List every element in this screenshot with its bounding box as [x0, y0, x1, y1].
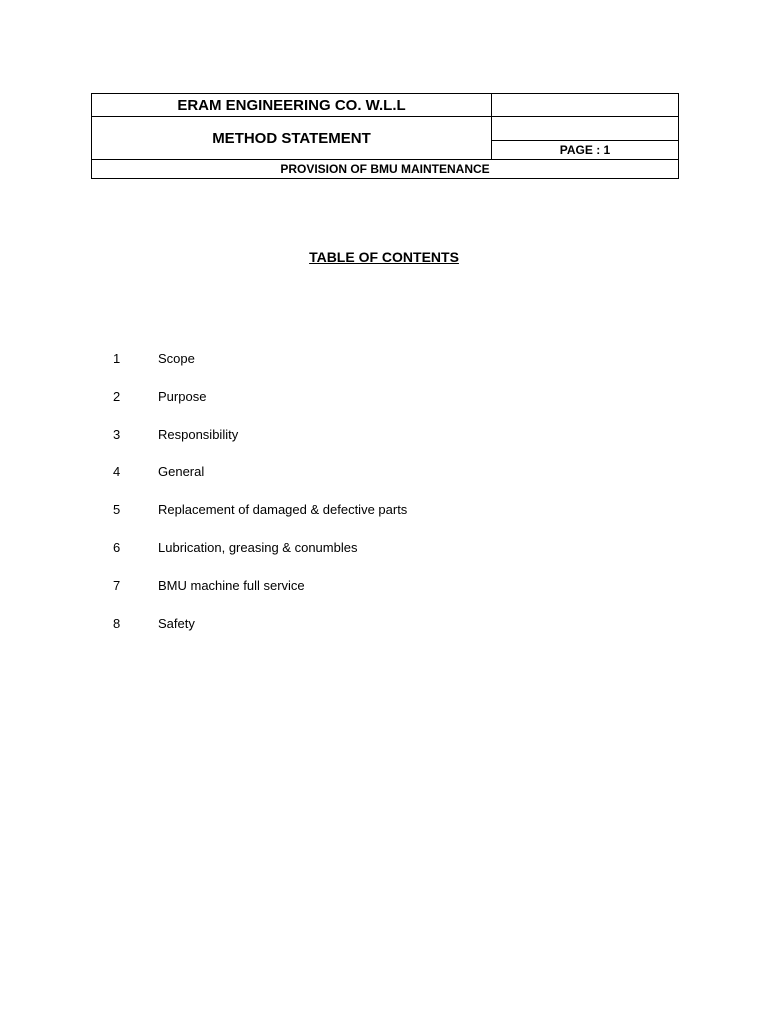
project-title: PROVISION OF BMU MAINTENANCE	[92, 159, 679, 178]
toc-title: TABLE OF CONTENTS	[309, 249, 459, 265]
toc-item	[0, 500, 768, 538]
toc-item-text: Purpose	[158, 388, 207, 404]
toc-item-number: 1	[113, 351, 121, 366]
toc-item	[0, 576, 768, 614]
toc-list	[0, 349, 768, 651]
page-number: PAGE : 1	[492, 140, 679, 159]
toc-item	[0, 349, 768, 387]
toc-item-number: 7	[113, 577, 121, 593]
toc-item	[0, 462, 768, 500]
toc-item-text: Lubrication, greasing & conumbles	[158, 539, 358, 555]
toc-item-text: Safety	[158, 615, 195, 631]
toc-item-text: General	[158, 464, 205, 480]
toc-item-number: 6	[113, 539, 121, 555]
toc-item	[0, 387, 768, 425]
toc-item-number: 8	[113, 615, 121, 631]
toc-item-text: BMU machine full service	[158, 577, 305, 593]
header-blank-cell	[492, 94, 679, 117]
document-type: METHOD STATEMENT	[92, 117, 492, 159]
header-blank-cell	[492, 117, 679, 140]
toc-item-number: 2	[113, 388, 121, 404]
company-name: ERAM ENGINEERING CO. W.L.L	[92, 94, 492, 117]
toc-item-text: Replacement of damaged & defective parts	[158, 502, 408, 518]
toc-item	[0, 425, 768, 463]
toc-item-text: Scope	[158, 351, 195, 366]
toc-item-number: 5	[113, 502, 121, 518]
toc-item-number: 4	[113, 464, 121, 480]
toc-item-text: Responsibility	[158, 426, 239, 442]
toc-item	[0, 614, 768, 652]
document-header-table	[91, 93, 679, 179]
toc-item-number: 3	[113, 426, 121, 442]
toc-item	[0, 538, 768, 576]
